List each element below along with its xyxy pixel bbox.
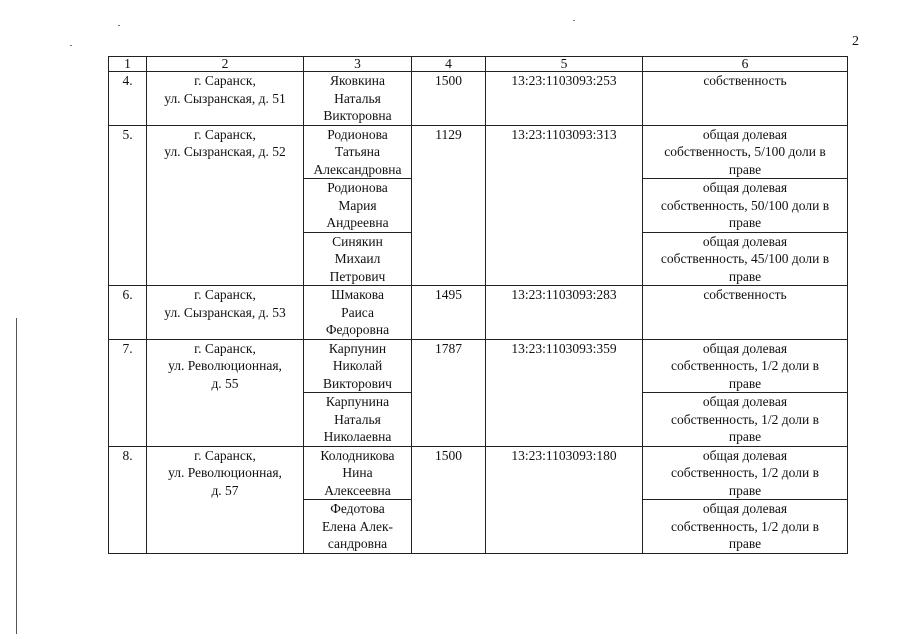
plot-area: 1500 [412, 446, 486, 553]
ownership-right: общая долевая собственность, 50/100 доли в праве [643, 179, 848, 233]
ownership-right: общая долевая собственность, 45/100 доли в праве [643, 232, 848, 286]
plot-address: г. Саранск, ул. Сызранская, д. 53 [147, 286, 304, 340]
ownership-right: общая долевая собственность, 1/2 доли в праве [643, 339, 848, 393]
ownership-right: общая долевая собственность, 1/2 доли в праве [643, 446, 848, 500]
scan-speck [70, 45, 72, 46]
entry-number: 8. [109, 446, 147, 553]
plot-area: 1495 [412, 286, 486, 340]
land-plot-table [108, 56, 848, 554]
owner-name: Синякин Михаил Петрович [304, 232, 412, 286]
owner-name: Родионова Мария Андреевна [304, 179, 412, 233]
table-row [109, 125, 848, 179]
owner-name: Колодникова Нина Алексеевна [304, 446, 412, 500]
owner-name: Родионова Татьяна Александровна [304, 125, 412, 179]
scan-speck [118, 25, 120, 26]
scan-edge-line [16, 318, 17, 634]
column-header: 5 [486, 57, 643, 72]
column-header: 6 [643, 57, 848, 72]
cadastral-number: 13:23:1103093:313 [486, 125, 643, 286]
scan-speck [573, 20, 575, 21]
entry-number: 7. [109, 339, 147, 446]
cadastral-number: 13:23:1103093:359 [486, 339, 643, 446]
ownership-right: общая долевая собственность, 1/2 доли в праве [643, 393, 848, 447]
column-header: 1 [109, 57, 147, 72]
entry-number: 4. [109, 72, 147, 126]
column-header: 2 [147, 57, 304, 72]
table-row [109, 339, 848, 393]
table-row [109, 286, 848, 340]
owner-name: Карпунин Николай Викторович [304, 339, 412, 393]
table-body [109, 57, 848, 554]
column-header: 4 [412, 57, 486, 72]
ownership-right: собственность [643, 286, 848, 340]
plot-address: г. Саранск, ул. Революционная, д. 57 [147, 446, 304, 553]
cadastral-number: 13:23:1103093:253 [486, 72, 643, 126]
table-row [109, 72, 848, 126]
entry-number: 5. [109, 125, 147, 286]
plot-address: г. Саранск, ул. Сызранская, д. 52 [147, 125, 304, 286]
plot-area: 1787 [412, 339, 486, 446]
ownership-right: общая долевая собственность, 5/100 доли в праве [643, 125, 848, 179]
owner-name: Федотова Елена Алек- сандровна [304, 500, 412, 554]
table-header-row [109, 57, 848, 72]
plot-address: г. Саранск, ул. Революционная, д. 55 [147, 339, 304, 446]
owner-name: Карпунина Наталья Николаевна [304, 393, 412, 447]
page-number: 2 [852, 34, 859, 49]
plot-area: 1129 [412, 125, 486, 286]
owner-name: Шмакова Раиса Федоровна [304, 286, 412, 340]
ownership-right: общая долевая собственность, 1/2 доли в праве [643, 500, 848, 554]
cadastral-number: 13:23:1103093:180 [486, 446, 643, 553]
plot-area: 1500 [412, 72, 486, 126]
ownership-right: собственность [643, 72, 848, 126]
plot-address: г. Саранск, ул. Сызранская, д. 51 [147, 72, 304, 126]
table-row [109, 446, 848, 500]
owner-name: Яковкина Наталья Викторовна [304, 72, 412, 126]
column-header: 3 [304, 57, 412, 72]
cadastral-number: 13:23:1103093:283 [486, 286, 643, 340]
entry-number: 6. [109, 286, 147, 340]
